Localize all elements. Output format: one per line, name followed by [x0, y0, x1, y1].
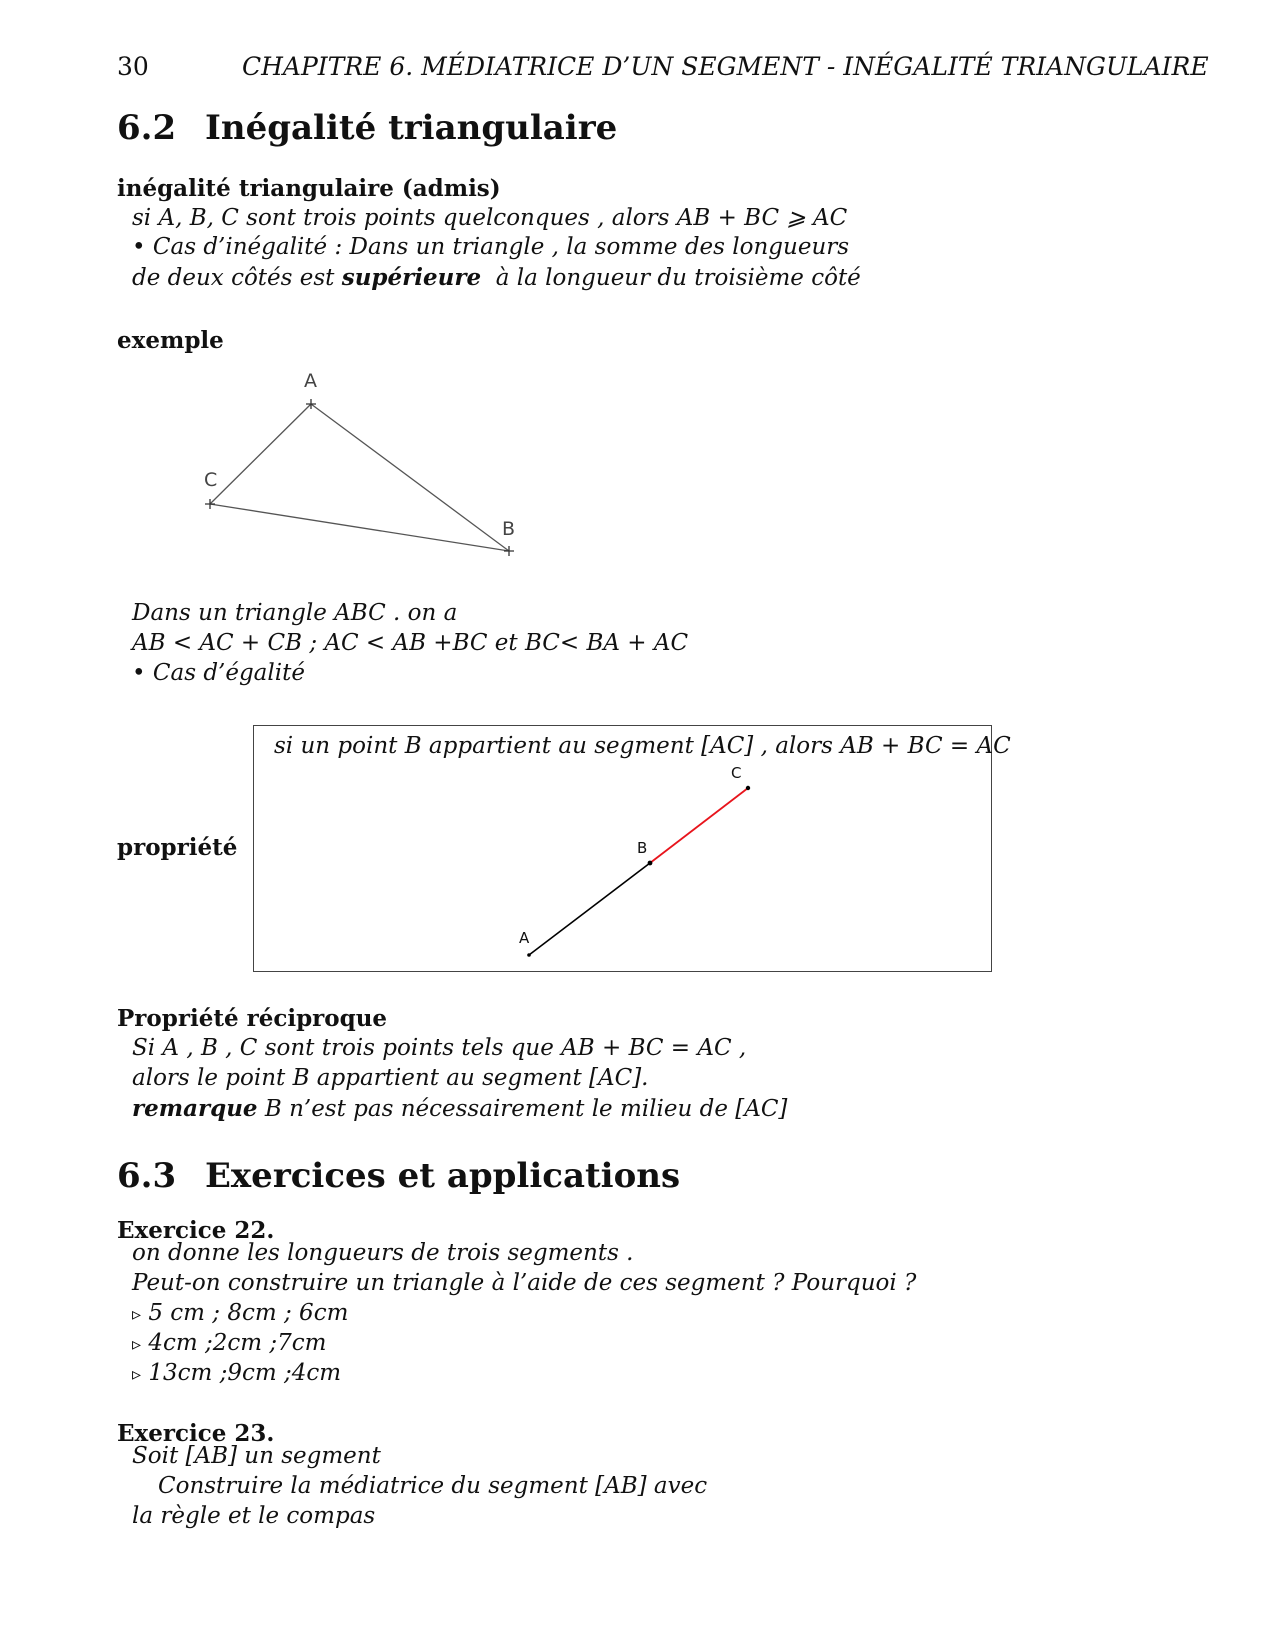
triangle-side-ab: [311, 404, 509, 551]
exercise-22-item: [132, 1300, 348, 1326]
segment-label-c: C: [731, 764, 742, 782]
inequality-case-line-2: [132, 264, 861, 291]
exercise-22-item: [132, 1330, 326, 1356]
triangle-label-c: C: [204, 469, 218, 491]
property-box: [253, 725, 992, 972]
example-line-2: AB < AC + CB ; AC < AB +BC et BC< BA + AC: [132, 630, 689, 656]
page-number: 30: [117, 52, 149, 81]
converse-heading: Propriété réciproque: [117, 1005, 388, 1032]
exercise-22-line-2: Peut-on construire un triangle à l’aide de ces segment ? Pourquoi ?: [132, 1270, 917, 1296]
exercise-22-item: [132, 1360, 341, 1386]
remark-text: B n’est pas nécessairement le milieu de [AC]: [257, 1096, 788, 1122]
remark-label: remarque: [132, 1095, 258, 1122]
example-line-1: Dans un triangle ABC . on a: [132, 600, 458, 626]
exercise-22-item-text: 4cm ;2cm ;7cm: [148, 1330, 327, 1356]
triangle-right-icon: ▹: [132, 1364, 142, 1385]
property-statement: si un point B appartient au segment [AC] , alors AB + BC = AC: [274, 733, 1011, 759]
remark-line: [132, 1095, 787, 1122]
triangle-right-icon: ▹: [132, 1304, 142, 1325]
point-a-dot: [527, 953, 531, 957]
bullet: •: [132, 660, 146, 686]
exercise-23-heading: Exercice 23.: [117, 1420, 275, 1447]
triangle-right-icon: ▹: [132, 1334, 142, 1355]
bullet: •: [132, 234, 146, 260]
exercise-23-line-2: Construire la médiatrice du segment [AB] avec: [158, 1473, 708, 1499]
exercise-22-item-text: 5 cm ; 8cm ; 6cm: [148, 1300, 349, 1326]
exercise-22-heading: Exercice 22.: [117, 1217, 275, 1244]
section-title: Exercices et applications: [205, 1156, 681, 1196]
point-b-marker: [504, 546, 514, 556]
segment-label-a: A: [519, 929, 530, 947]
triangle-side-ca: [210, 404, 311, 504]
inequality-case-suffix: à la longueur du troisième côté: [495, 265, 861, 291]
theorem-statement: si A, B, C sont trois points quelconques , alors AB + BC ⩾ AC: [132, 205, 848, 231]
triangle-label-a: A: [304, 370, 317, 392]
section-number: 6.3: [117, 1156, 177, 1196]
inequality-case-prefix: de deux côtés est: [132, 265, 342, 291]
property-label: propriété: [117, 834, 238, 861]
point-b-dot: [648, 861, 653, 866]
equality-case-text: Cas d’égalité: [152, 660, 305, 686]
equality-case-line: [132, 660, 305, 686]
inequality-case-text: Cas d’inégalité : Dans un triangle , la somme des longueurs: [152, 234, 850, 260]
converse-line-2: alors le point B appartient au segment [AC].: [132, 1065, 649, 1091]
segment-label-b: B: [637, 839, 648, 857]
exercise-23-line-3: la règle et le compas: [132, 1503, 376, 1529]
segment-figure: [0, 0, 1, 1]
point-c-dot: [746, 786, 750, 790]
theorem-heading: inégalité triangulaire (admis): [117, 175, 501, 202]
exercise-22-item-text: 13cm ;9cm ;4cm: [148, 1360, 342, 1386]
converse-line-1: Si A , B , C sont trois points tels que AB + BC = AC ,: [132, 1035, 747, 1061]
example-heading: exemple: [117, 327, 224, 354]
emphasis-superieure: supérieure: [341, 264, 482, 291]
triangle-side-cb: [210, 504, 509, 551]
triangle-label-b: B: [502, 518, 516, 540]
exercise-23-line-1: Soit [AB] un segment: [132, 1443, 381, 1469]
section-number: 6.2: [117, 108, 177, 148]
running-header: CHAPITRE 6. MÉDIATRICE D’UN SEGMENT - INÉGALITÉ TRIANGULAIRE: [242, 52, 1209, 81]
exercise-22-line-1: on donne les longueurs de trois segments .: [132, 1240, 634, 1266]
inequality-case-line: [132, 234, 849, 260]
section-title: Inégalité triangulaire: [205, 108, 618, 148]
